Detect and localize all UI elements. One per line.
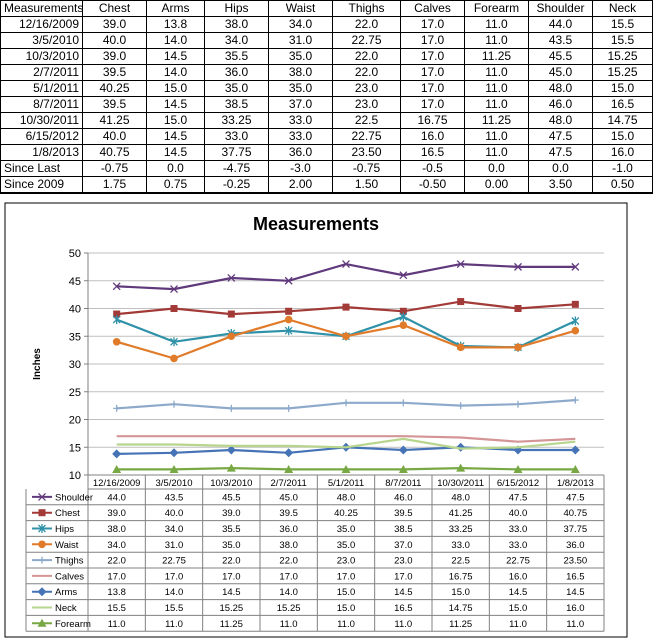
value-cell: 0.75 <box>147 177 205 194</box>
summary-row-since-last <box>1 161 653 177</box>
data-label: 35.0 <box>336 524 356 535</box>
value-cell: -4.75 <box>205 161 269 177</box>
data-label: 15.0 <box>508 603 528 614</box>
table-row <box>1 33 653 49</box>
value-cell: 14.5 <box>147 49 205 65</box>
value-cell: 23.0 <box>333 97 401 113</box>
data-label: 11.0 <box>566 618 585 630</box>
row-label-cell: 5/1/2011 <box>1 81 83 97</box>
value-cell: -0.50 <box>401 177 465 194</box>
data-label: 11.0 <box>509 618 527 630</box>
data-label: 23.50 <box>563 555 588 567</box>
data-label: 23.0 <box>336 555 356 567</box>
value-cell: 1.50 <box>333 177 401 194</box>
data-label: 45.0 <box>279 492 298 504</box>
data-label: 47.5 <box>566 492 585 504</box>
data-label: 11.0 <box>337 618 355 630</box>
y-tick-label: 10 <box>68 470 81 482</box>
value-cell: 37.75 <box>205 145 269 161</box>
value-cell: -0.75 <box>83 161 147 177</box>
data-label: 22.0 <box>107 555 126 567</box>
chart-svg <box>0 200 632 640</box>
value-cell: 35.5 <box>205 49 269 65</box>
data-label: 22.5 <box>451 555 470 567</box>
value-cell: 48.0 <box>529 81 593 97</box>
data-label: 40.75 <box>563 508 588 520</box>
data-label: 14.5 <box>566 587 585 599</box>
value-cell: Hips <box>205 1 269 17</box>
value-cell: 40.75 <box>83 145 147 161</box>
value-cell: 15.0 <box>593 129 653 145</box>
row-label-cell: Since Last <box>1 161 83 177</box>
row-label-cell: 2/7/2011 <box>1 65 83 81</box>
value-cell: 23.50 <box>333 145 401 161</box>
value-cell: 15.0 <box>593 81 653 97</box>
value-cell: 38.0 <box>205 17 269 33</box>
data-label: 48.0 <box>451 492 470 504</box>
data-label: 23.0 <box>394 555 413 567</box>
value-cell: 45.0 <box>529 65 593 81</box>
data-label: 11.0 <box>165 618 183 630</box>
value-cell: 48.0 <box>529 113 593 129</box>
data-label: 35.0 <box>336 539 356 551</box>
value-cell: 33.0 <box>205 129 269 145</box>
value-cell: 39.5 <box>83 97 147 113</box>
data-label: 38.0 <box>107 524 126 535</box>
x-tick-label: 3/5/2010 <box>155 478 193 489</box>
point-marker <box>342 332 350 340</box>
value-cell: 11.25 <box>465 113 529 129</box>
value-cell: Neck <box>593 1 653 17</box>
value-cell: 34.0 <box>269 17 333 33</box>
value-cell: 39.5 <box>83 65 147 81</box>
value-cell: 0.50 <box>593 177 653 194</box>
measurements-chart <box>0 200 632 640</box>
data-label: 17.0 <box>394 571 413 583</box>
value-cell: 0.0 <box>147 161 205 177</box>
value-cell: Waist <box>269 1 333 17</box>
value-cell: 14.5 <box>147 97 205 113</box>
row-label-cell: 8/7/2011 <box>1 97 83 113</box>
x-tick-label: 10/30/2011 <box>437 478 485 489</box>
point-marker <box>400 321 408 329</box>
x-tick-label: 1/8/2013 <box>556 478 594 489</box>
value-cell: 41.25 <box>83 113 147 129</box>
point-marker <box>343 304 350 311</box>
data-label: 44.0 <box>107 492 126 504</box>
data-label: 37.0 <box>394 539 413 551</box>
point-marker <box>38 541 46 549</box>
row-label-cell: 1/8/2013 <box>1 145 83 161</box>
row-label-cell: 10/3/2010 <box>1 49 83 65</box>
value-cell: 22.5 <box>333 113 401 129</box>
data-label: 22.0 <box>222 555 241 567</box>
value-cell: 14.75 <box>593 113 653 129</box>
point-marker <box>285 316 293 324</box>
x-tick-label: 12/16/2009 <box>92 478 141 489</box>
data-label: 40.25 <box>334 508 358 520</box>
data-label: 17.0 <box>164 571 184 583</box>
measurements-table <box>0 0 638 200</box>
data-label: 15.25 <box>276 603 301 614</box>
point-marker <box>39 509 46 516</box>
value-cell: 11.0 <box>465 145 529 161</box>
data-label: 11.0 <box>107 618 126 630</box>
value-cell: 15.25 <box>593 65 653 81</box>
value-cell: Calves <box>401 1 465 17</box>
data-label: 15.0 <box>451 587 470 599</box>
data-label: 33.0 <box>508 539 528 551</box>
data-label: 38.0 <box>279 539 298 551</box>
y-tick-label: 35 <box>68 331 81 344</box>
value-cell: 14.5 <box>147 129 205 145</box>
value-cell: 16.0 <box>593 145 653 161</box>
legend-entry: Thighs <box>55 555 84 567</box>
data-label: 11.0 <box>394 618 413 630</box>
point-marker <box>113 338 121 346</box>
value-cell: 36.0 <box>205 65 269 81</box>
legend-entry: Neck <box>55 603 77 614</box>
value-cell: 0.0 <box>465 161 529 177</box>
value-cell: Forearm <box>465 1 529 17</box>
point-marker <box>171 305 178 312</box>
y-tick-label: 45 <box>68 275 81 288</box>
data-label: 17.0 <box>222 571 241 583</box>
value-cell: 15.25 <box>593 49 653 65</box>
value-cell: 34.0 <box>205 33 269 49</box>
value-cell: 22.0 <box>333 17 401 33</box>
data-label: 14.0 <box>279 587 298 599</box>
point-marker <box>457 344 465 352</box>
data-label: 14.0 <box>164 587 184 599</box>
value-cell: 40.25 <box>83 81 147 97</box>
data-label: 11.0 <box>279 618 298 630</box>
value-cell: 40.0 <box>83 33 147 49</box>
data-label: 11.25 <box>449 618 473 630</box>
value-cell: 15.5 <box>593 33 653 49</box>
value-cell: 13.8 <box>147 17 205 33</box>
value-cell: -3.0 <box>269 161 333 177</box>
value-cell: Arms <box>147 1 205 17</box>
value-cell: 11.0 <box>465 33 529 49</box>
value-cell: Thighs <box>333 1 401 17</box>
value-cell: 14.0 <box>147 33 205 49</box>
x-tick-label: 6/15/2012 <box>496 478 540 489</box>
legend-entry: Chest <box>55 508 80 520</box>
data-label: 45.5 <box>222 492 241 504</box>
data-label: 14.5 <box>508 587 528 599</box>
point-marker <box>572 327 580 335</box>
table-row <box>1 145 653 161</box>
value-cell: 22.0 <box>333 49 401 65</box>
row-label-cell: Measurements <box>1 1 83 17</box>
value-cell: 16.0 <box>401 129 465 145</box>
point-marker <box>228 311 235 318</box>
data-label: 34.0 <box>164 524 184 535</box>
value-cell: 47.5 <box>529 145 593 161</box>
data-label: 16.75 <box>448 571 473 583</box>
y-tick-label: 15 <box>68 442 81 455</box>
table-row <box>1 17 653 33</box>
data-label: 39.5 <box>279 508 298 520</box>
data-label: 17.0 <box>336 571 356 583</box>
data-label: 31.0 <box>164 539 184 551</box>
data-label: 33.0 <box>451 539 470 551</box>
data-label: 33.0 <box>508 524 528 535</box>
value-cell: 3.50 <box>529 177 593 194</box>
data-label: 34.0 <box>107 539 126 551</box>
table-row <box>1 97 653 113</box>
data-label: 39.0 <box>222 508 241 520</box>
value-cell: 31.0 <box>269 33 333 49</box>
value-cell: 11.0 <box>465 65 529 81</box>
point-marker <box>572 301 579 308</box>
data-label: 15.5 <box>107 603 126 614</box>
y-tick-label: 25 <box>68 386 81 399</box>
value-cell: 36.0 <box>269 145 333 161</box>
data-label: 39.0 <box>107 508 126 520</box>
value-cell: 22.75 <box>333 129 401 145</box>
value-cell: 1.75 <box>83 177 147 194</box>
row-label-cell: 10/30/2011 <box>1 113 83 129</box>
data-label: 40.0 <box>164 508 184 520</box>
data-label: 37.75 <box>563 524 588 535</box>
value-cell: 17.0 <box>401 65 465 81</box>
value-cell: 33.0 <box>269 129 333 145</box>
data-label: 17.0 <box>279 571 298 583</box>
y-tick-label: 30 <box>68 359 81 371</box>
value-cell: 11.0 <box>465 97 529 113</box>
legend-entry: Arms <box>55 587 78 599</box>
value-cell: 47.5 <box>529 129 593 145</box>
y-tick-label: 50 <box>68 248 81 260</box>
value-cell: 22.75 <box>333 33 401 49</box>
data-label: 38.5 <box>394 524 413 535</box>
data-label: 16.0 <box>508 571 528 583</box>
value-cell: 43.5 <box>529 33 593 49</box>
table-row <box>1 129 653 145</box>
x-tick-label: 5/1/2011 <box>327 478 365 489</box>
row-label-cell: 12/16/2009 <box>1 17 83 33</box>
legend-entry: Forearm <box>55 618 91 630</box>
data-label: 15.0 <box>336 603 356 614</box>
value-cell: 38.5 <box>205 97 269 113</box>
point-marker <box>515 305 522 312</box>
data-label: 14.5 <box>394 587 413 599</box>
table-row <box>1 81 653 97</box>
value-cell: 16.5 <box>593 97 653 113</box>
value-cell: 46.0 <box>529 97 593 113</box>
value-cell: 0.0 <box>529 161 593 177</box>
table-row <box>1 49 653 65</box>
value-cell: 15.5 <box>593 17 653 33</box>
value-cell: 11.0 <box>465 129 529 145</box>
data-label: 39.5 <box>394 508 413 520</box>
x-tick-label: 2/7/2011 <box>270 478 307 489</box>
data-label: 46.0 <box>394 492 413 504</box>
legend-entry: Shoulder <box>55 492 94 504</box>
x-tick-label: 8/7/2011 <box>385 478 422 489</box>
value-cell: 39.0 <box>83 49 147 65</box>
value-cell: -1.0 <box>593 161 653 177</box>
point-marker <box>228 332 236 340</box>
value-cell: 11.0 <box>465 81 529 97</box>
value-cell: 37.0 <box>269 97 333 113</box>
data-label: 43.5 <box>164 492 184 504</box>
value-cell: 17.0 <box>401 97 465 113</box>
data-label: 15.25 <box>219 603 244 614</box>
value-cell: -0.5 <box>401 161 465 177</box>
point-marker <box>170 355 178 363</box>
data-label: 48.0 <box>336 492 356 504</box>
legend-entry: Calves <box>55 571 85 583</box>
table-header-row <box>1 1 653 17</box>
data-label: 11.25 <box>219 618 243 630</box>
value-cell: 15.0 <box>147 113 205 129</box>
value-cell: 38.0 <box>269 65 333 81</box>
value-cell: Shoulder <box>529 1 593 17</box>
point-marker <box>285 308 292 315</box>
value-cell: Chest <box>83 1 147 17</box>
data-label: 41.25 <box>448 508 473 520</box>
data-label: 22.75 <box>162 555 186 567</box>
data-label: 40.0 <box>508 508 528 520</box>
point-marker <box>514 344 522 352</box>
row-label-cell: 3/5/2010 <box>1 33 83 49</box>
x-tick-label: 10/3/2010 <box>210 478 253 489</box>
value-cell: 45.5 <box>529 49 593 65</box>
data-label: 22.75 <box>506 555 530 567</box>
chart-title: Measurements <box>252 214 380 234</box>
value-cell: 11.0 <box>465 17 529 33</box>
legend-entry: Waist <box>55 539 79 551</box>
value-cell: 2.00 <box>269 177 333 194</box>
value-cell: 14.0 <box>147 65 205 81</box>
value-cell: 17.0 <box>401 33 465 49</box>
data-label: 14.75 <box>448 603 473 614</box>
data-label: 35.5 <box>222 524 241 535</box>
legend-entry: Hips <box>55 524 75 535</box>
value-cell: -0.75 <box>333 161 401 177</box>
value-cell: 11.25 <box>465 49 529 65</box>
data-label: 15.0 <box>336 587 356 599</box>
value-cell: 17.0 <box>401 81 465 97</box>
value-cell: 16.5 <box>401 145 465 161</box>
value-cell: 16.75 <box>401 113 465 129</box>
value-cell: 15.0 <box>147 81 205 97</box>
value-cell: 17.0 <box>401 17 465 33</box>
data-label: 16.5 <box>566 571 585 583</box>
value-cell: 40.0 <box>83 129 147 145</box>
data-label: 36.0 <box>566 539 585 551</box>
data-label: 47.5 <box>508 492 528 504</box>
y-tick-label: 40 <box>68 303 81 316</box>
data-label: 16.5 <box>394 603 413 614</box>
data-label: 22.0 <box>279 555 298 567</box>
value-cell: 35.0 <box>269 49 333 65</box>
data-label: 35.0 <box>222 539 241 551</box>
measurements-grid <box>0 0 653 194</box>
data-label: 13.8 <box>107 587 126 599</box>
value-cell: 23.0 <box>333 81 401 97</box>
data-label: 17.0 <box>107 571 126 583</box>
value-cell: 17.0 <box>401 49 465 65</box>
value-cell: 0.00 <box>465 177 529 194</box>
y-tick-label: 20 <box>68 414 81 427</box>
row-label-cell: Since 2009 <box>1 177 83 194</box>
data-label: 15.5 <box>164 603 184 614</box>
point-marker <box>457 298 464 305</box>
data-label: 14.5 <box>222 587 241 599</box>
data-label: 33.25 <box>448 524 473 535</box>
value-cell: -0.25 <box>205 177 269 194</box>
table-row <box>1 65 653 81</box>
value-cell: 35.0 <box>205 81 269 97</box>
y-axis-label: Inches <box>32 348 43 380</box>
table-row <box>1 113 653 129</box>
value-cell: 33.0 <box>269 113 333 129</box>
value-cell: 35.0 <box>269 81 333 97</box>
summary-row-since-2009 <box>1 177 653 194</box>
data-label: 16.0 <box>566 603 585 614</box>
value-cell: 33.25 <box>205 113 269 129</box>
value-cell: 39.0 <box>83 17 147 33</box>
value-cell: 14.5 <box>147 145 205 161</box>
row-label-cell: 6/15/2012 <box>1 129 83 145</box>
data-label: 36.0 <box>279 524 298 535</box>
value-cell: 44.0 <box>529 17 593 33</box>
value-cell: 22.0 <box>333 65 401 81</box>
